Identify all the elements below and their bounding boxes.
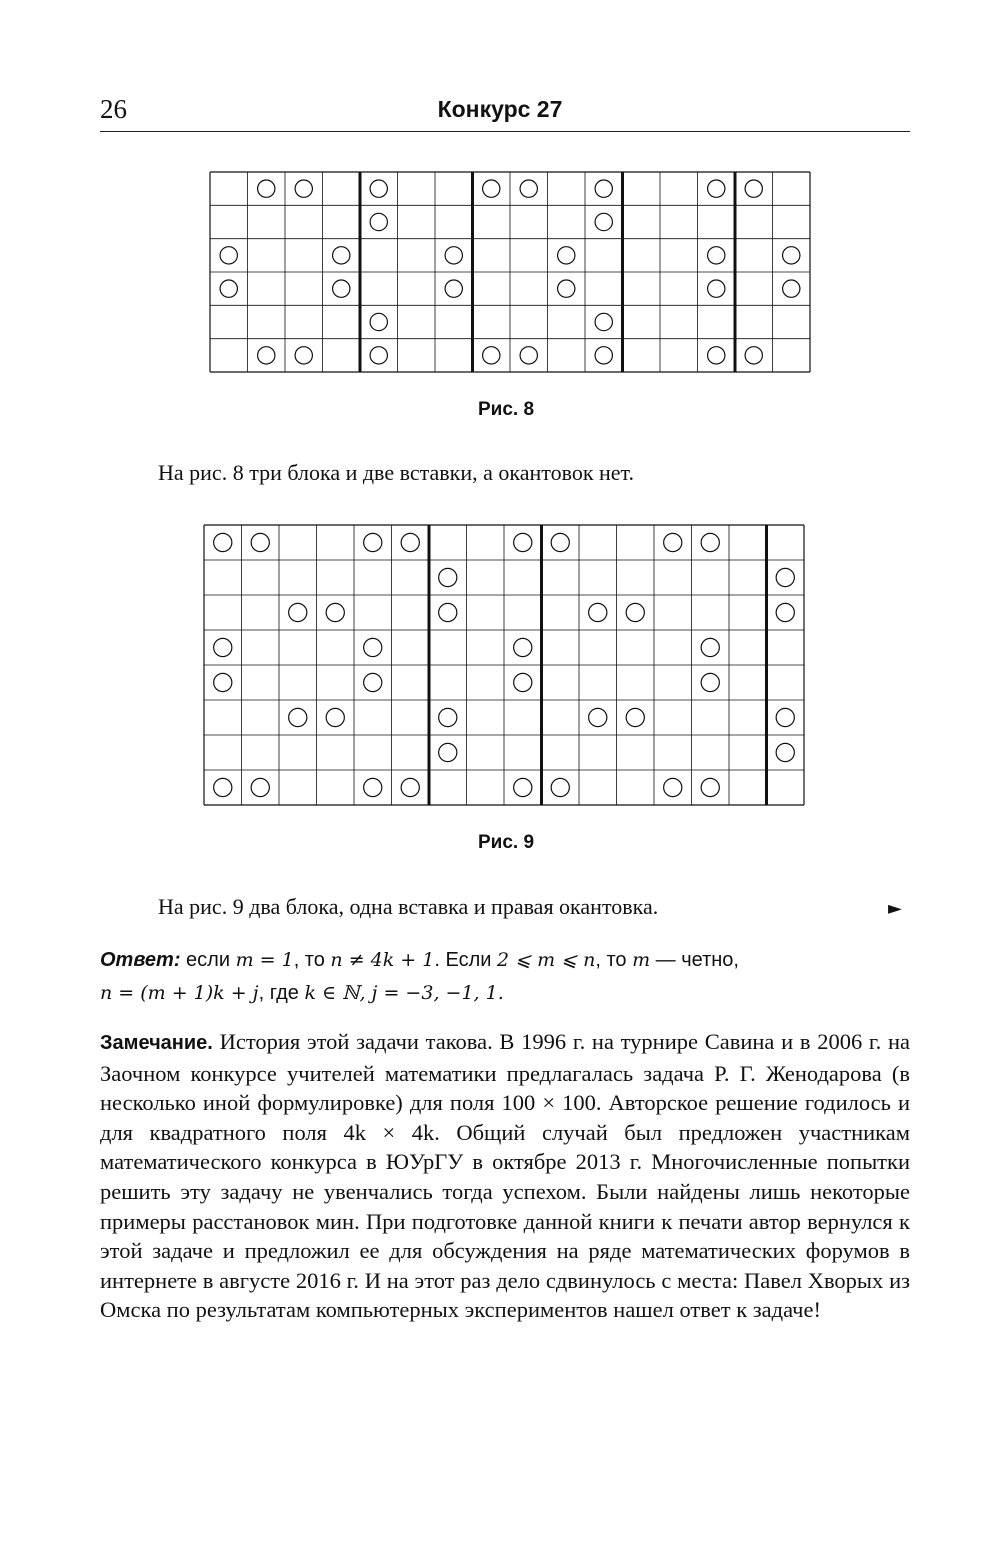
mine-circle: [776, 603, 794, 621]
mine-circle: [514, 533, 532, 551]
mine-circle: [289, 603, 307, 621]
figure-8-caption: Рис. 8: [477, 399, 535, 420]
mine-circle: [364, 673, 382, 691]
remark-label: Замечание.: [100, 1032, 213, 1054]
answer-math: k ∈ ℕ, j = −3, −1, 1.: [304, 982, 504, 1004]
mine-circle: [295, 347, 312, 364]
mine-circle: [551, 533, 569, 551]
mine-circle: [626, 603, 644, 621]
mine-circle: [776, 708, 794, 726]
figure-8-grid: [207, 169, 813, 375]
header-rule: [100, 131, 910, 132]
answer-math: m = 1: [235, 949, 294, 971]
answer-text: — четно,: [650, 949, 739, 971]
mine-circle: [364, 533, 382, 551]
mine-circle: [514, 638, 532, 656]
mine-circle: [445, 247, 462, 264]
mine-circle: [745, 347, 762, 364]
mine-circle: [214, 638, 232, 656]
mine-circle: [214, 673, 232, 691]
page-number: 26: [100, 94, 127, 124]
paragraph-fig9: На рис. 9 два блока, одна вставка и правая окантовка.: [158, 894, 659, 919]
answer-text: , то: [293, 949, 331, 971]
mine-circle: [370, 213, 387, 230]
mine-circle: [214, 778, 232, 796]
mine-circle: [439, 743, 457, 761]
mine-circle: [708, 180, 725, 197]
mine-circle: [589, 708, 607, 726]
figure-9-grid: [201, 522, 807, 808]
mine-circle: [333, 247, 350, 264]
mine-circle: [664, 533, 682, 551]
mine-circle: [364, 778, 382, 796]
mine-circle: [745, 180, 762, 197]
mine-circle: [251, 778, 269, 796]
mine-circle: [708, 347, 725, 364]
mine-circle: [595, 313, 612, 330]
mine-circle: [295, 180, 312, 197]
answer-text: если: [180, 949, 236, 971]
mine-circle: [326, 603, 344, 621]
mine-circle: [289, 708, 307, 726]
mine-circle: [258, 180, 275, 197]
mine-circle: [595, 180, 612, 197]
mine-circle: [783, 280, 800, 297]
answer-text: , где: [258, 982, 305, 1004]
mine-circle: [776, 743, 794, 761]
mine-circle: [439, 708, 457, 726]
mine-circle: [258, 347, 275, 364]
mine-circle: [445, 280, 462, 297]
mine-circle: [370, 347, 387, 364]
mine-circle: [595, 213, 612, 230]
mine-circle: [220, 280, 237, 297]
remark-paragraph: [100, 1027, 910, 1325]
mine-circle: [551, 778, 569, 796]
mine-circle: [220, 247, 237, 264]
answer-math: n ≠ 4k + 1: [330, 949, 435, 971]
mine-circle: [701, 638, 719, 656]
mine-circle: [401, 778, 419, 796]
mine-circle: [708, 280, 725, 297]
mine-circle: [626, 708, 644, 726]
answer-block: [100, 944, 910, 1010]
mine-circle: [664, 778, 682, 796]
mine-circle: [701, 673, 719, 691]
mine-circle: [401, 533, 419, 551]
mine-circle: [708, 247, 725, 264]
mine-circle: [514, 778, 532, 796]
answer-text: , то: [595, 949, 633, 971]
answer-text: . Если: [434, 949, 497, 971]
mine-circle: [514, 673, 532, 691]
mine-circle: [701, 778, 719, 796]
answer-label: Ответ:: [100, 949, 181, 971]
mine-circle: [589, 603, 607, 621]
mine-circle: [776, 568, 794, 586]
paragraph-fig8: На рис. 8 три блока и две вставки, а окантовок нет.: [158, 460, 635, 485]
mine-circle: [783, 247, 800, 264]
mine-circle: [370, 180, 387, 197]
mine-circle: [558, 280, 575, 297]
mine-circle: [558, 247, 575, 264]
mine-circle: [520, 180, 537, 197]
mine-circle: [520, 347, 537, 364]
remark-body: История этой задачи такова. В 1996 г. на турнире Савина и в 2006 г. на Заочном конкурсе учителей математики предлагалась задача Р. Г. Женодарова (в несколько иной формулировке) для поля 100 × 100. Авторское решение годилось и для квадратного поля 4k × 4k. Общий случай был предложен участникам математического конкурса в ЮУрГУ в октябре 2013 г. Многочисленные попытки решить эту задачу не увенчались тогда успехом. Были найдены лишь некоторые примеры расстановок мин. При подготовке данной книги к печати автор вернулся к этой задаче и предложил ее для обсуждения на ряде математических форумов в интернете в августе 2016 г. И на этот раз дело сдвинулось с места: Павел Хворых из Омска по результатам компьютерных экспериментов нашел ответ к задаче!: [100, 1029, 910, 1323]
figure-9-caption: Рис. 9: [477, 832, 535, 853]
mine-circle: [214, 533, 232, 551]
end-of-solution-marker: ►: [888, 898, 902, 919]
mine-circle: [333, 280, 350, 297]
running-head-title: Конкурс 27: [437, 96, 563, 122]
mine-circle: [595, 347, 612, 364]
mine-circle: [251, 533, 269, 551]
mine-circle: [701, 533, 719, 551]
answer-math: 2 ⩽ m ⩽ n: [497, 949, 596, 971]
mine-circle: [326, 708, 344, 726]
mine-circle: [439, 568, 457, 586]
answer-math: n = (m + 1)k + j: [100, 982, 259, 1004]
answer-math: m: [632, 949, 651, 971]
mine-circle: [370, 313, 387, 330]
mine-circle: [483, 347, 500, 364]
mine-circle: [483, 180, 500, 197]
mine-circle: [364, 638, 382, 656]
mine-circle: [439, 603, 457, 621]
